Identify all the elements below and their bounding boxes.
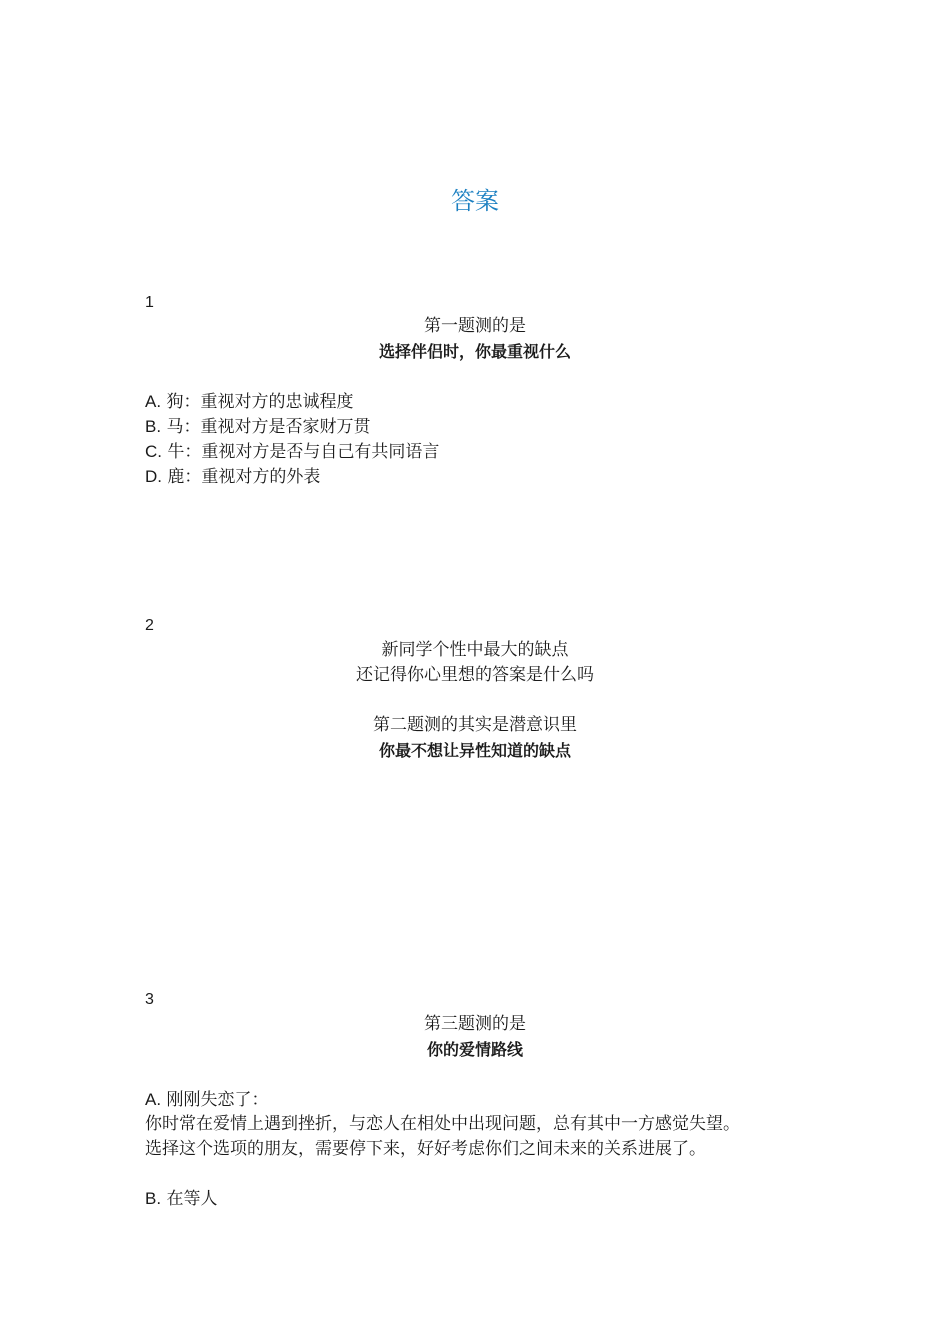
q1-option-b-letter: B.	[145, 417, 162, 436]
q3-number: 3	[145, 991, 154, 1008]
q1-option-d-text: 鹿：重视对方的外表	[167, 467, 321, 487]
q3-heading: 你的爱情路线	[426, 1040, 523, 1059]
q1-option-d-letter: D.	[145, 467, 162, 486]
q1-option-a	[145, 389, 353, 415]
q3-option-b-letter: B.	[145, 1189, 162, 1208]
q3-option-a-desc1: 你时常在爱情上遇到挫折，与恋人在相处中出现问题，总有其中一方感觉失望。	[145, 1114, 740, 1134]
q1-number: 1	[145, 294, 154, 311]
q3-option-a-label: 刚刚失恋了：	[166, 1090, 269, 1110]
q1-option-d	[145, 464, 320, 490]
q1-option-b-text: 马：重视对方是否家财万贯	[166, 417, 371, 437]
q2-line2: 还记得你心里想的答案是什么吗	[356, 665, 594, 685]
q3-option-a-desc2: 选择这个选项的朋友，需要停下来，好好考虑你们之间未来的关系进展了。	[145, 1139, 706, 1159]
q2-number: 2	[145, 617, 154, 634]
q1-option-c	[145, 439, 439, 465]
q1-option-b	[145, 414, 370, 440]
q1-subtitle: 第一题测的是	[424, 316, 526, 336]
q2-subtitle: 第二题测的其实是潜意识里	[373, 715, 577, 735]
q3-subtitle: 第三题测的是	[424, 1014, 526, 1034]
q3-option-b-label: 在等人	[166, 1189, 218, 1209]
q1-option-a-letter: A.	[145, 392, 162, 411]
q1-option-c-text: 牛：重视对方是否与自己有共同语言	[167, 442, 440, 462]
q1-option-a-text: 狗：重视对方的忠诚程度	[166, 392, 354, 412]
q2-line1: 新同学个性中最大的缺点	[381, 640, 569, 660]
q2-heading: 你最不想让异性知道的缺点	[378, 741, 571, 760]
q1-option-c-letter: C.	[145, 442, 162, 461]
q3-option-a	[145, 1087, 268, 1113]
page-title: 答案	[451, 187, 499, 215]
q3-option-a-letter: A.	[145, 1090, 162, 1109]
q3-option-b	[145, 1186, 217, 1212]
q1-heading: 选择伴侣时，你最重视什么	[378, 342, 571, 361]
